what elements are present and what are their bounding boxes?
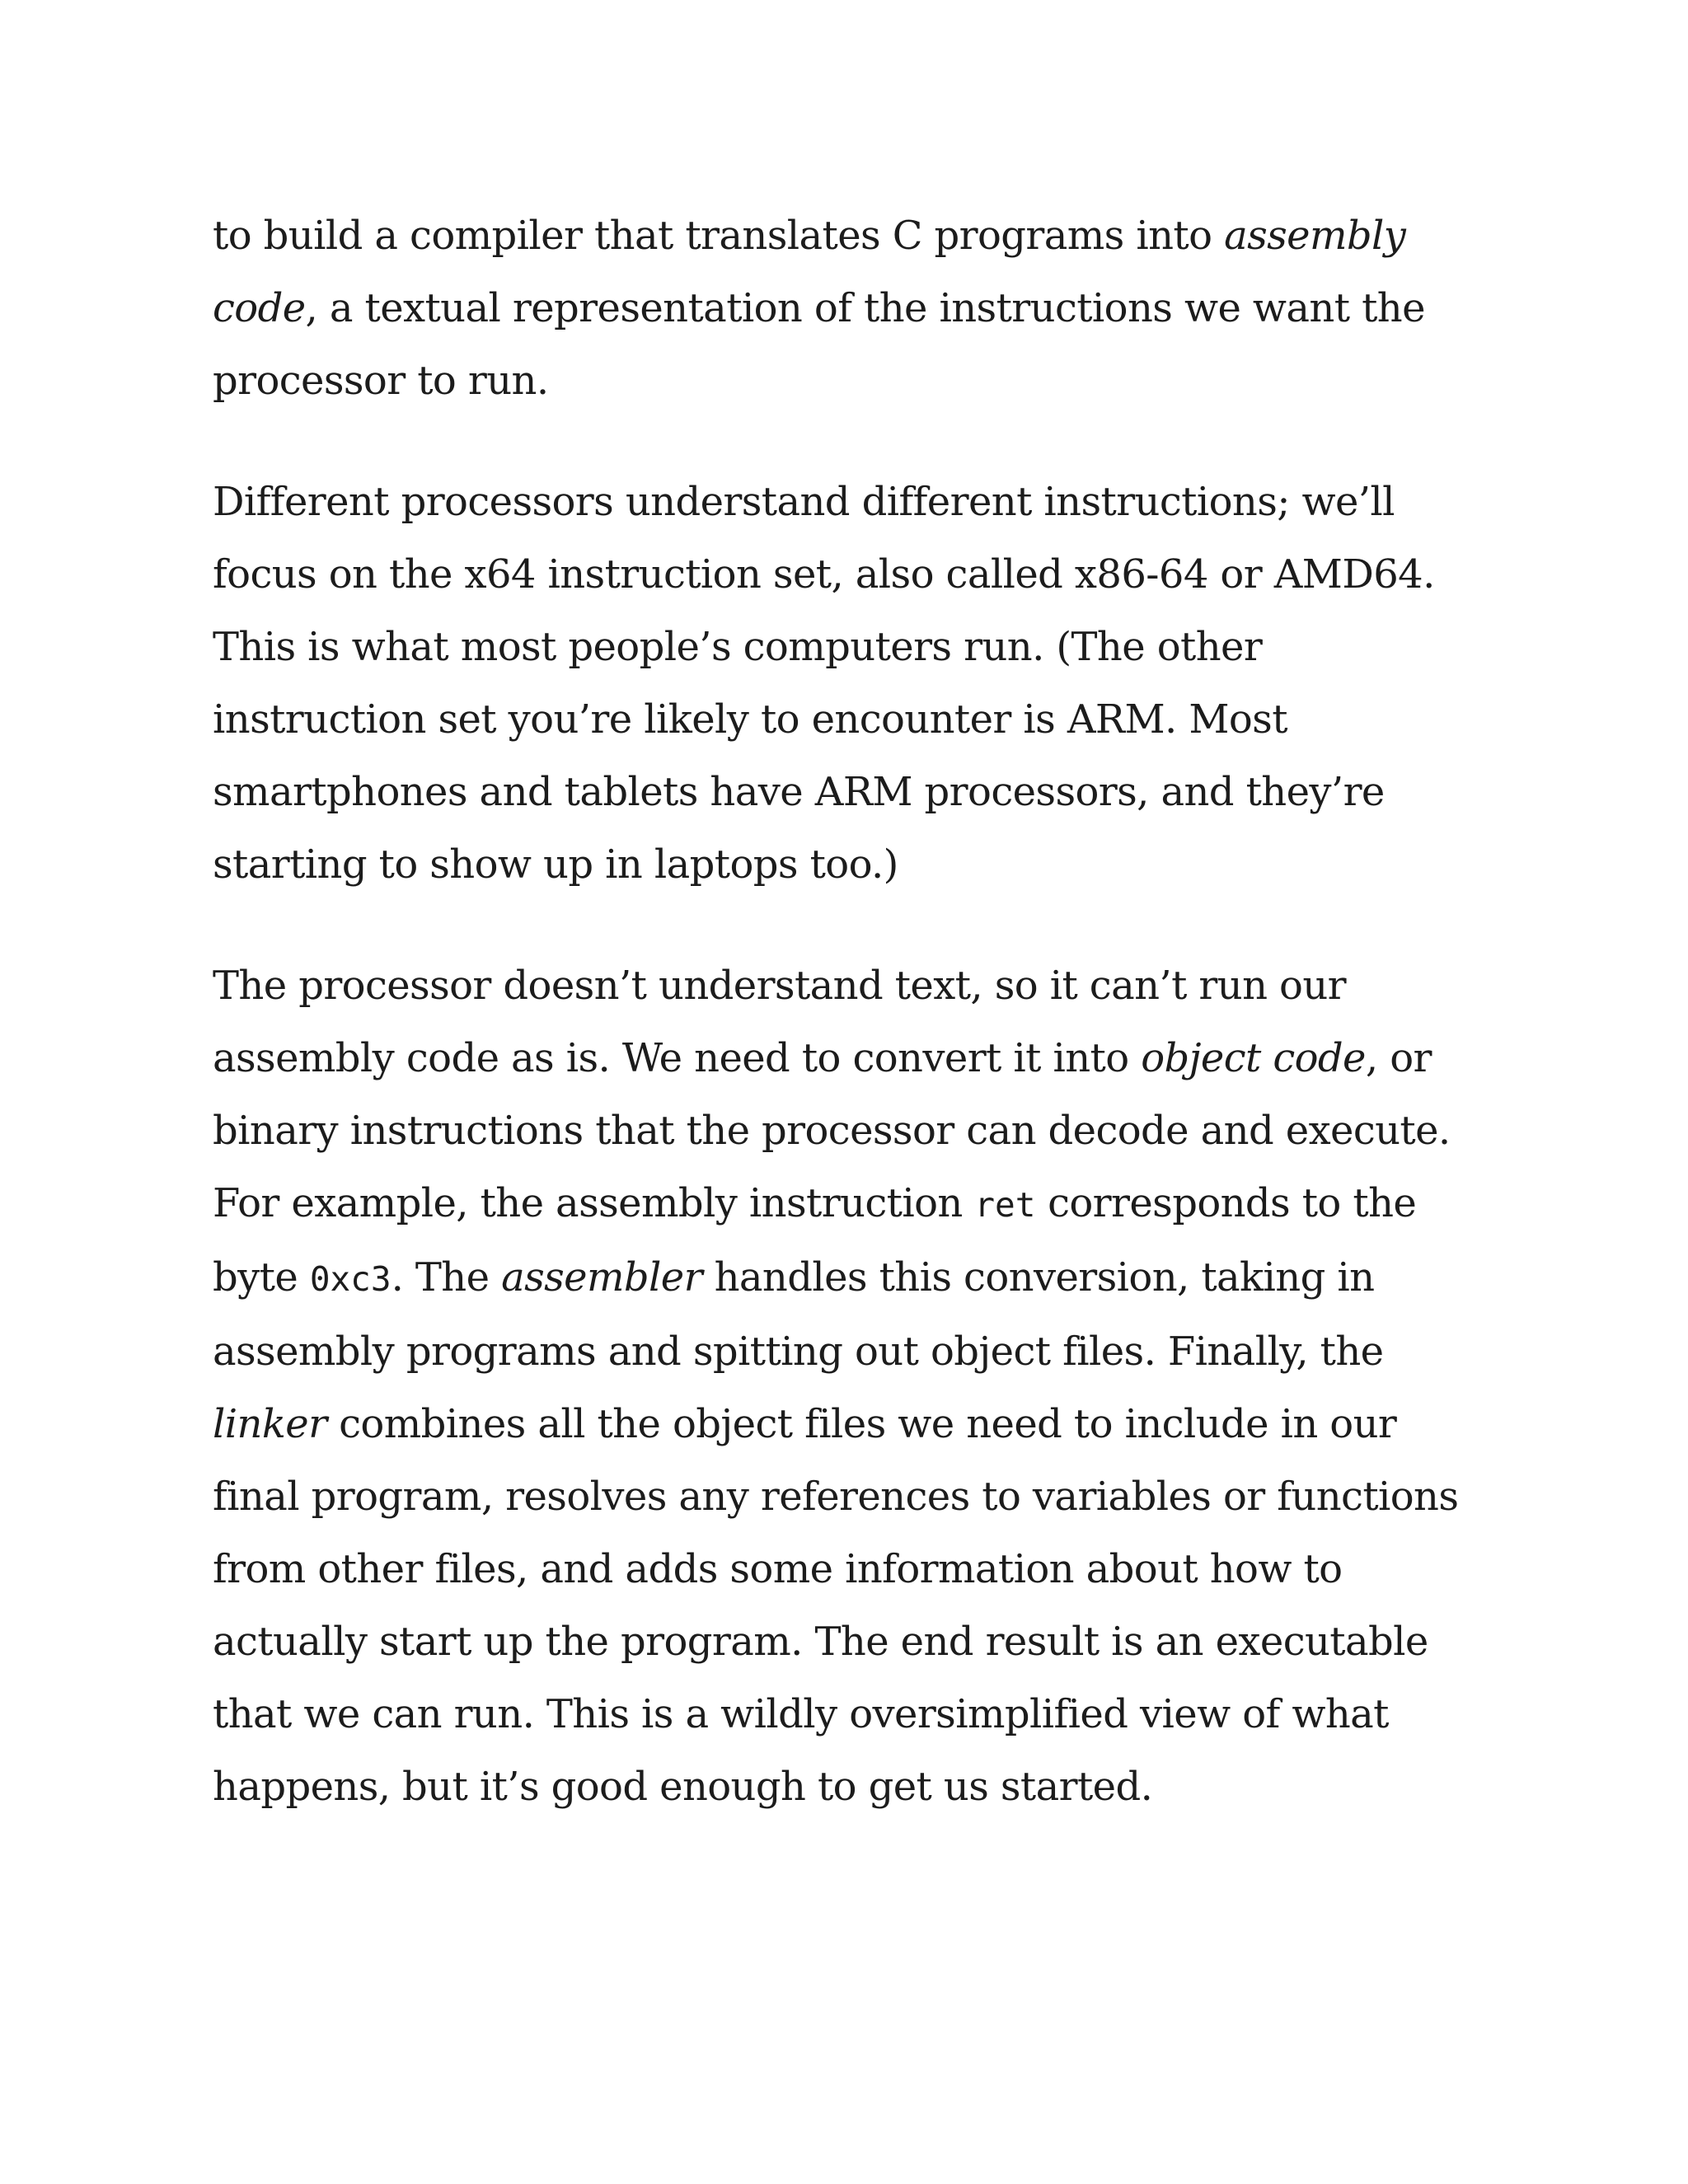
term-assembler: assembler [501, 1254, 702, 1301]
term-linker: linker [213, 1401, 327, 1447]
paragraph-instruction-sets [213, 466, 1482, 901]
term-object-code: object code [1141, 1035, 1366, 1081]
document-page [213, 199, 1482, 1872]
paragraph-object-code [213, 949, 1482, 1823]
text-run: , or binary instructions that the processor can decode and execute. For example, the assembly instruction [213, 1035, 1451, 1226]
text-run: The processor doesn’t understand text, so it can’t run our assembly code as is. We need to convert it into [213, 963, 1347, 1081]
paragraph-assembly-intro [213, 199, 1482, 417]
text-run: combines all the object files we need to include in our final program, resolves any references to variables or functions from other files, and adds some information about how to actually start up the program. The end result is an executable that we can run. This is a wildly oversimplified view of what happens, but it’s good enough to get us started. [213, 1401, 1459, 1810]
text-run: Different processors understand different instructions; we’ll focus on the x64 instruction set, also called x86-64 or AMD64. This is what most people’s computers run. (The other instruction set you’re likely to encounter is ARM. Most smartphones and tablets have ARM processors, and they’re starting to show up in laptops too.) [213, 479, 1435, 888]
code-byte: 0xc3 [309, 1259, 392, 1299]
text-run: to build a compiler that translates C programs into [213, 213, 1225, 259]
text-run: , a textual representation of the instructions we want the processor to run. [213, 285, 1425, 404]
text-run: . The [391, 1254, 502, 1301]
text-run: corresponds to the byte [213, 1180, 1417, 1301]
term-assembly-code: assembly code [213, 213, 1406, 331]
code-ret: ret [974, 1185, 1036, 1225]
text-run: handles this conversion, taking in assembly programs and spitting out object files. Finally, the [213, 1254, 1384, 1375]
